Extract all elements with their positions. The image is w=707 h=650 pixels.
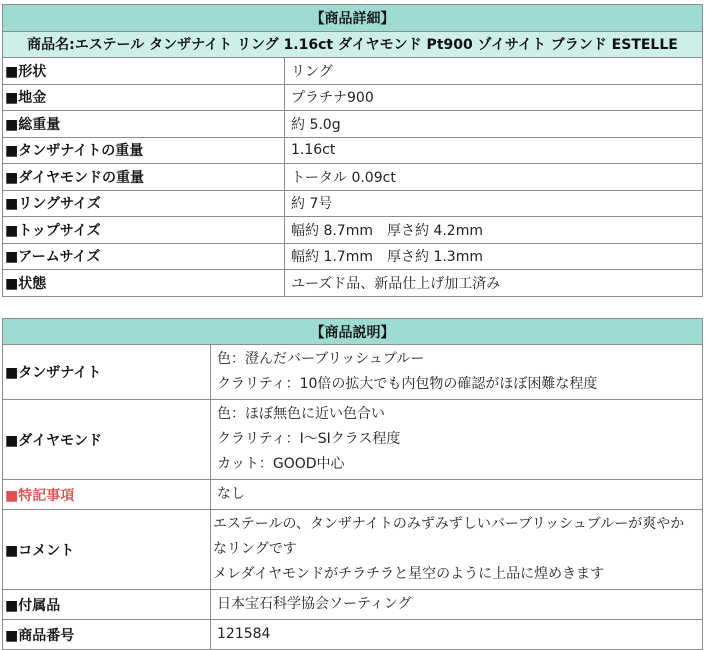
diamond-color: 色：ほぼ無色に近い色合い [217, 406, 385, 422]
table-row [3, 510, 703, 590]
row-value: 1.16ct [285, 137, 703, 164]
row-label: ■リングサイズ [3, 190, 285, 217]
tanzanite-clarity: クラリティ：10倍の拡大でも内包物の確認がほぼ困難な程度 [217, 376, 598, 392]
row-label: ■商品番号 [3, 620, 211, 650]
row-label: ■タンザナイトの重量 [3, 137, 285, 164]
diamond-cut: カット：GOOD中心 [217, 456, 345, 472]
row-label: ■総重量 [3, 111, 285, 138]
row-label: ■形状 [3, 58, 285, 85]
row-value: プラチナ900 [285, 84, 703, 111]
row-value: トータル 0.09ct [285, 164, 703, 191]
comment-text [211, 510, 703, 590]
table-row [3, 137, 703, 164]
table-row [3, 58, 703, 85]
table-row [3, 345, 703, 400]
row-label: ■付属品 [3, 590, 211, 620]
row-value: 約 7号 [285, 190, 703, 217]
row-label: ■ダイヤモンド [3, 400, 211, 480]
table-row [3, 190, 703, 217]
product-name: 商品名:エステール タンザナイト リング 1.16ct ダイヤモンド Pt900 ゾイサイト ブランド ESTELLE [3, 31, 703, 58]
row-value: リング [285, 58, 703, 85]
row-value: 幅約 8.7mm 厚さ約 4.2mm [285, 217, 703, 244]
row-label: ■トップサイズ [3, 217, 285, 244]
tanzanite-details [211, 345, 703, 400]
row-label: ■アームサイズ [3, 243, 285, 270]
table-row [3, 480, 703, 510]
table-row [3, 84, 703, 111]
row-label: ■地金 [3, 84, 285, 111]
notes-label: ■特記事項 [3, 480, 211, 510]
row-value: ユーズド品、新品仕上げ加工済み [285, 270, 703, 297]
tanzanite-color: 色：澄んだバーブリッシュブルー [217, 351, 425, 367]
row-label: ■タンザナイト [3, 345, 211, 400]
notes-value: なし [211, 480, 703, 510]
accessories-value: 日本宝石科学協会ソーティング [211, 590, 703, 620]
table-row [3, 620, 703, 650]
product-description-table [2, 318, 703, 650]
row-label: ■ダイヤモンドの重量 [3, 164, 285, 191]
table-row [3, 590, 703, 620]
product-number-value: 121584 [211, 620, 703, 650]
table-row [3, 243, 703, 270]
product-details-table [2, 4, 703, 297]
table-row [3, 111, 703, 138]
row-label: ■コメント [3, 510, 211, 590]
description-header: 【商品説明】 [3, 319, 703, 345]
row-value: 幅約 1.7mm 厚さ約 1.3mm [285, 243, 703, 270]
diamond-clarity: クラリティ：I～SIクラス程度 [217, 431, 401, 447]
table-row [3, 270, 703, 297]
comment-line: エステールの、タンザナイトのみずみずしいバーブリッシュブルーが爽やかなリングです [213, 516, 685, 557]
row-label: ■状態 [3, 270, 285, 297]
comment-line: メレダイヤモンドがチラチラと星空のように上品に煌めきます [213, 566, 605, 582]
table-row [3, 400, 703, 480]
details-header: 【商品詳細】 [3, 5, 703, 32]
table-row [3, 164, 703, 191]
table-row [3, 217, 703, 244]
row-value: 約 5.0g [285, 111, 703, 138]
diamond-details [211, 400, 703, 480]
